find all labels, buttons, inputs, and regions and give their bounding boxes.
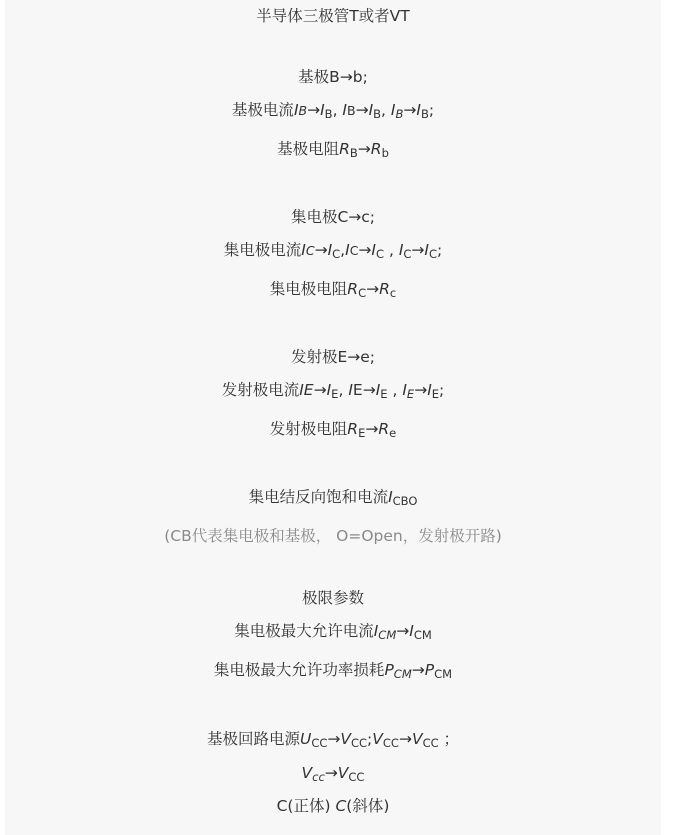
arrow: → xyxy=(411,241,425,259)
symbol: V xyxy=(301,764,313,782)
emitter-terminal: 发射极E→e; xyxy=(290,348,376,366)
collector-current xyxy=(5,240,661,261)
italic-symbol: C xyxy=(335,797,347,815)
symbol: I xyxy=(299,381,304,399)
subscript: c xyxy=(389,286,397,300)
subscript: C xyxy=(403,247,412,261)
separator: , xyxy=(384,241,399,259)
article-body xyxy=(5,0,661,835)
symbol: I xyxy=(416,101,421,119)
symbol: V xyxy=(340,730,351,748)
cbo-current xyxy=(5,487,661,507)
separator: , xyxy=(332,101,343,119)
symbol: I xyxy=(375,381,381,399)
font-style-note xyxy=(5,796,661,816)
symbol: R xyxy=(379,280,390,298)
arrow: → xyxy=(314,241,328,259)
emitter-current-label: 发射极电流 xyxy=(221,381,300,399)
separator: , xyxy=(387,381,403,399)
terminator: ; xyxy=(439,381,445,399)
arrow: → xyxy=(411,661,425,679)
subscript: E xyxy=(331,387,339,401)
pcm-label: 集电极最大允许功率损耗 xyxy=(213,661,385,679)
symbol: I xyxy=(342,101,347,119)
symbol: V xyxy=(337,764,349,782)
subscript: C xyxy=(429,247,438,261)
italic-label: (斜体) xyxy=(346,797,390,815)
separator: , xyxy=(338,381,349,399)
arrow: → xyxy=(366,280,380,298)
symbol: I xyxy=(371,241,376,259)
subscript: CBO xyxy=(392,494,418,508)
supply-label: 基极回路电源 xyxy=(206,730,300,748)
subscript: CM xyxy=(393,667,412,681)
subscript: CC xyxy=(348,770,365,784)
arrow: → xyxy=(358,241,372,259)
collector-terminal: 集电极C→c; xyxy=(290,208,376,226)
symbol: I xyxy=(398,241,404,259)
subscript: B xyxy=(347,103,356,118)
separator: , xyxy=(340,241,346,259)
subscript: CM xyxy=(413,628,432,642)
symbol: V xyxy=(372,730,383,748)
arrow: → xyxy=(396,622,410,640)
base-terminal: 基极B→b; xyxy=(298,68,368,86)
subscript: E xyxy=(352,381,363,399)
arrow: → xyxy=(403,101,417,119)
subscript: B xyxy=(395,107,404,121)
symbol: I xyxy=(293,101,299,119)
separator: , xyxy=(381,101,391,119)
subscript: E xyxy=(406,387,415,401)
emitter-resistance xyxy=(5,419,661,439)
arrow: → xyxy=(307,101,321,119)
upright-label: C(正体) xyxy=(276,797,336,815)
symbol: P xyxy=(384,661,394,679)
symbol: V xyxy=(411,730,423,748)
arrow: → xyxy=(414,381,428,399)
subscript: B xyxy=(373,107,382,121)
symbol: I xyxy=(402,381,407,399)
subscript: B xyxy=(298,103,308,118)
symbol: I xyxy=(320,101,325,119)
subscript: CC xyxy=(382,736,399,750)
arrow: → xyxy=(355,101,369,119)
arrow: → xyxy=(398,730,412,748)
subscript: B xyxy=(349,146,358,160)
terminator: ; xyxy=(437,241,443,259)
base-resistance-label: 基极电阻 xyxy=(277,140,340,158)
base-current-label: 基极电流 xyxy=(231,101,294,119)
symbol: I xyxy=(301,241,306,259)
icm-label: 集电极最大允许电流 xyxy=(234,622,374,640)
arrow: → xyxy=(357,140,371,158)
emitter-current xyxy=(5,380,661,400)
subscript: E xyxy=(303,381,314,399)
subscript: CM xyxy=(378,628,397,642)
subscript: b xyxy=(381,146,389,160)
symbol: R xyxy=(339,140,350,158)
symbol: R xyxy=(347,280,359,298)
pcm-line xyxy=(5,660,661,680)
subscript: CC xyxy=(422,736,439,750)
subscript: C xyxy=(332,247,341,261)
subscript: E xyxy=(431,387,440,401)
subscript: E xyxy=(380,387,388,401)
symbol: I xyxy=(326,381,332,399)
symbol: I xyxy=(373,622,379,640)
separator: ; xyxy=(367,730,373,748)
subscript: e xyxy=(389,426,397,440)
vcc-line xyxy=(5,763,661,783)
subscript: C xyxy=(349,243,359,258)
symbol: I xyxy=(424,241,429,259)
collector-resistance-label: 集电极电阻 xyxy=(269,280,348,298)
subscript: B xyxy=(324,107,333,121)
terminator: ; xyxy=(428,101,435,119)
collector-current-label: 集电极电流 xyxy=(223,241,302,259)
symbol: I xyxy=(345,241,350,259)
symbol: R xyxy=(347,420,359,438)
symbol: I xyxy=(368,101,374,119)
icm-line xyxy=(5,621,661,641)
base-current xyxy=(5,100,661,121)
symbol: R xyxy=(378,420,390,438)
cbo-note: (CB代表集电极和基极， O=Open，发射极开路) xyxy=(164,527,502,545)
subscript: CC xyxy=(311,736,328,750)
arrow: → xyxy=(362,381,376,399)
collector-resistance xyxy=(5,279,661,299)
limits-heading: 极限参数 xyxy=(301,589,364,607)
symbol: I xyxy=(348,381,353,399)
symbol: U xyxy=(299,730,312,748)
base-resistance xyxy=(5,139,661,159)
symbol: I xyxy=(390,101,396,119)
subscript: CC xyxy=(350,736,368,750)
arrow: → xyxy=(313,381,327,399)
symbol: I xyxy=(409,622,414,640)
subscript: E xyxy=(358,426,366,440)
symbol: I xyxy=(388,488,393,506)
arrow: → xyxy=(327,730,341,748)
terminator: ； xyxy=(438,730,460,748)
symbol: P xyxy=(424,661,435,679)
subscript: B xyxy=(420,107,429,121)
emitter-resistance-label: 发射极电阻 xyxy=(269,420,348,438)
subscript: C xyxy=(305,243,315,258)
symbol: I xyxy=(327,241,333,259)
subscript: cc xyxy=(312,770,325,784)
subscript: CM xyxy=(434,667,453,681)
symbol: I xyxy=(427,381,432,399)
symbol: R xyxy=(370,140,382,158)
subscript: C xyxy=(376,247,385,261)
arrow: → xyxy=(324,764,338,782)
title: 半导体三极管T或者VT xyxy=(256,7,410,25)
subscript: C xyxy=(358,286,367,300)
cbo-label: 集电结反向饱和电流 xyxy=(248,488,389,506)
supply-line xyxy=(5,729,661,749)
arrow: → xyxy=(365,420,379,438)
